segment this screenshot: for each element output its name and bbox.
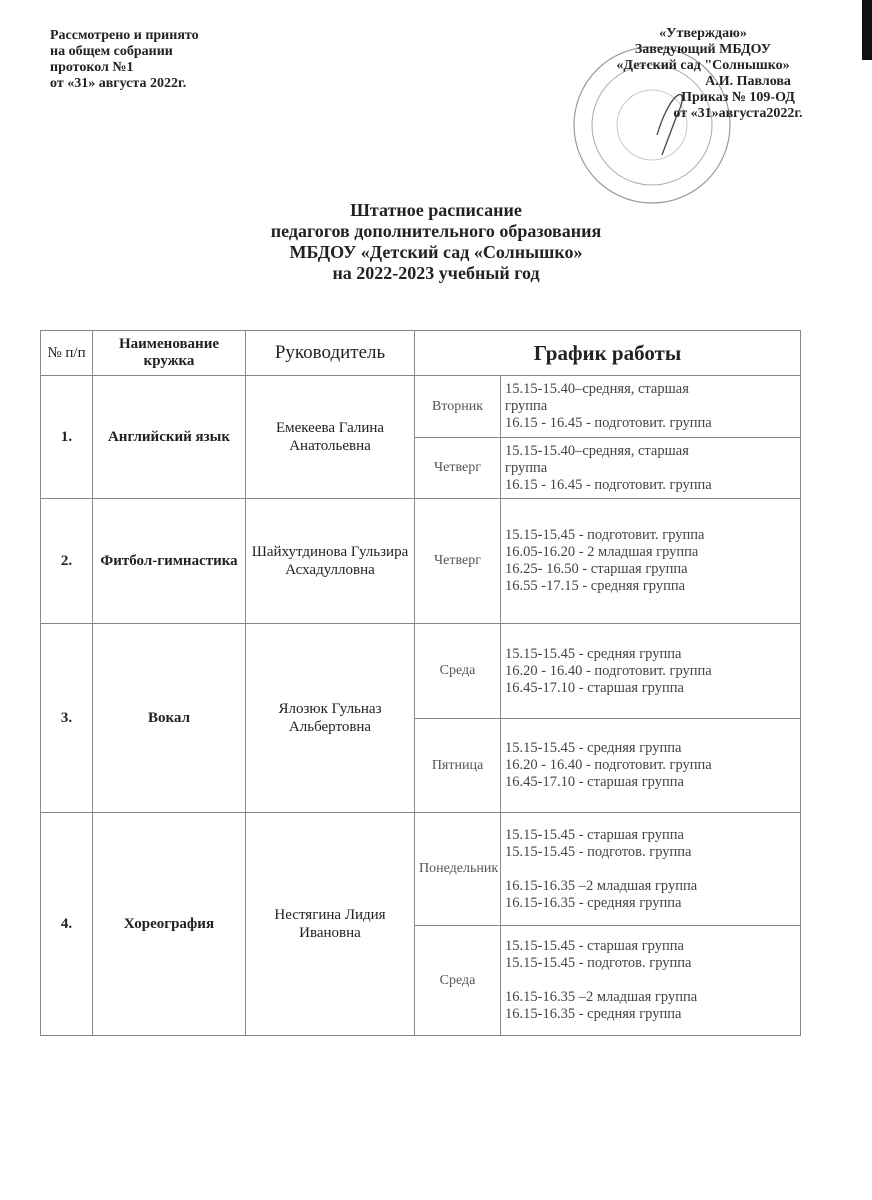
schedule-line: 15.15-15.40–средняя, старшая — [505, 381, 689, 397]
row-number: 3. — [41, 624, 93, 813]
schedule-cell — [501, 438, 801, 499]
schedule-line — [505, 972, 796, 989]
approval-note — [50, 28, 199, 92]
club-name: Фитбол-гимнастика — [93, 499, 246, 624]
row-number: 1. — [41, 376, 93, 499]
header-num: № п/п — [41, 331, 93, 376]
approval-line: от «31» августа 2022г. — [50, 76, 187, 91]
approve-line: Заведующий МБДОУ — [634, 42, 772, 57]
approve-line: «Детский сад "Солнышко» — [616, 58, 790, 73]
order-date: от «31»августа2022г. — [673, 106, 803, 121]
approval-line: протокол №1 — [50, 60, 134, 75]
club-leader: Емекеева Галина Анатольевна — [246, 376, 415, 499]
header-leader: Руководитель — [246, 331, 415, 376]
club-name: Английский язык — [93, 376, 246, 499]
title-line: на 2022-2023 учебный год — [332, 263, 540, 283]
schedule-line: 16.20 - 16.40 - подготовит. группа — [505, 662, 712, 679]
table-row — [41, 376, 801, 438]
weekday: Среда — [415, 624, 501, 719]
schedule-cell — [501, 719, 801, 813]
approval-line: Рассмотрено и принято — [50, 28, 199, 43]
club-name: Хореография — [93, 813, 246, 1036]
schedule-cell — [501, 376, 801, 438]
schedule-cell — [501, 624, 801, 719]
title-line: Штатное расписание — [350, 200, 522, 220]
schedule-line: 16.15 - 16.45 - подготовит. группа — [505, 476, 712, 493]
schedule-line: 16.55 -17.15 - средняя группа — [505, 578, 686, 594]
club-leader: Нестягина Лидия Ивановна — [246, 813, 415, 1036]
staff-schedule-table — [40, 330, 801, 1036]
weekday: Пятница — [415, 719, 501, 813]
approval-line: на общем собрании — [50, 44, 173, 59]
approval-block — [578, 26, 828, 122]
weekday: Четверг — [415, 438, 501, 499]
approve-line: «Утверждаю» — [659, 26, 747, 41]
schedule-line: группа — [505, 459, 548, 476]
club-leader: Ялозюк Гульназ Альбертовна — [246, 624, 415, 813]
table-header-row — [41, 331, 801, 376]
row-number: 2. — [41, 499, 93, 624]
scan-edge — [862, 0, 872, 60]
schedule-line: 16.15-16.35 - средняя группа — [505, 894, 682, 911]
title-line: педагогов дополнительного образования — [270, 221, 602, 241]
schedule-line: 15.15-15.45 - подготов. группа — [505, 955, 692, 971]
table-row — [41, 624, 801, 719]
schedule-line: 16.20 - 16.40 - подготовит. группа — [505, 757, 712, 773]
director-name: А.И. Павлова — [705, 74, 791, 89]
schedule-line: 15.15-15.45 - подготовит. группа — [505, 527, 705, 543]
schedule-line: 16.15 - 16.45 - подготовит. группа — [505, 415, 712, 431]
club-name: Вокал — [93, 624, 246, 813]
weekday: Понедельник — [415, 813, 501, 926]
header-name: Наименование кружка — [93, 331, 246, 376]
schedule-line: 15.15-15.45 - старшая группа — [505, 938, 684, 954]
schedule-line: 15.15-15.40–средняя, старшая — [505, 442, 689, 459]
header-schedule: График работы — [415, 331, 801, 376]
page-title — [0, 200, 872, 284]
schedule-line: 15.15-15.45 - подготов. группа — [505, 843, 692, 860]
weekday: Вторник — [415, 376, 501, 438]
schedule-cell — [501, 926, 801, 1036]
title-line: МБДОУ «Детский сад «Солнышко» — [289, 242, 583, 262]
order-number: Приказ № 109-ОД — [681, 90, 795, 105]
row-number: 4. — [41, 813, 93, 1036]
schedule-cell — [501, 813, 801, 926]
schedule-line: 16.45-17.10 - старшая группа — [505, 774, 684, 790]
schedule-line: 16.05-16.20 - 2 младшая группа — [505, 544, 699, 560]
schedule-line: группа — [505, 398, 548, 414]
schedule-line: 15.15-15.45 - средняя группа — [505, 740, 682, 756]
schedule-line: 15.15-15.45 - средняя группа — [505, 645, 682, 662]
weekday: Среда — [415, 926, 501, 1036]
schedule-line: 16.15-16.35 –2 младшая группа — [505, 989, 698, 1005]
schedule-line: 15.15-15.45 - старшая группа — [505, 826, 684, 843]
schedule-line — [505, 861, 796, 878]
table-row — [41, 813, 801, 926]
weekday: Четверг — [415, 499, 501, 624]
schedule-line: 16.15-16.35 - средняя группа — [505, 1006, 682, 1022]
schedule-line: 16.25- 16.50 - старшая группа — [505, 561, 688, 577]
schedule-line: 16.45-17.10 - старшая группа — [505, 679, 684, 696]
schedule-line: 16.15-16.35 –2 младшая группа — [505, 877, 698, 894]
club-leader: Шайхутдинова Гульзира Асхадулловна — [246, 499, 415, 624]
table-row — [41, 499, 801, 624]
schedule-cell — [501, 499, 801, 624]
